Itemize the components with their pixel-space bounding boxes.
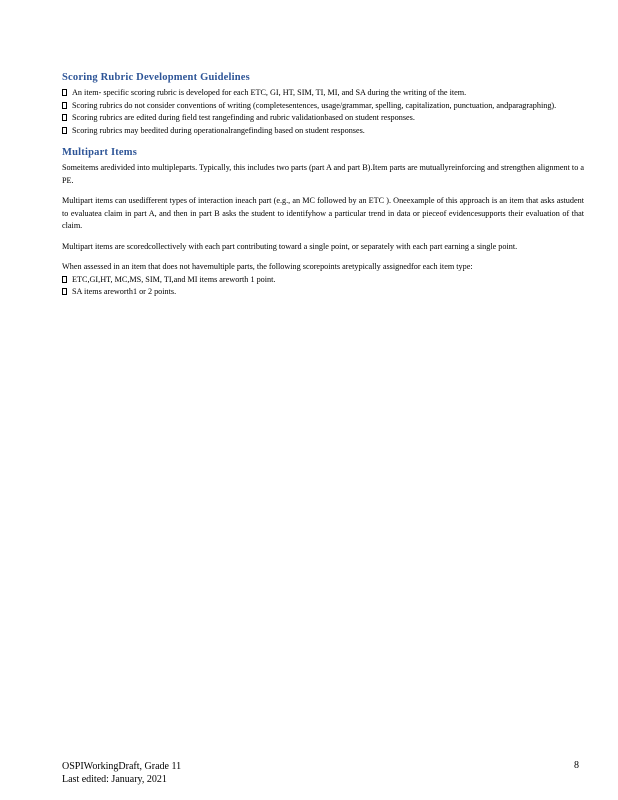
bullet-item <box>62 125 584 138</box>
paragraph: Multipart items are scoredcollectively with each part contributing toward a single point, or separately with each part earning a single point. <box>62 241 518 251</box>
page-footer <box>62 760 181 786</box>
bullet-text: ETC,GI,HT, MC,MS, SIM, TI,and MI items areworth 1 point. <box>72 274 276 284</box>
bullet-item <box>62 112 584 125</box>
multipart-items-body <box>62 162 584 299</box>
bullet-box-icon <box>62 276 67 283</box>
page-content <box>62 72 584 299</box>
paragraph: When assessed in an item that does not havemultiple parts, the following scorepoints aretypically assignedfor each item type: <box>62 262 473 271</box>
footer-document-title: OSPIWorkingDraft, Grade 11 <box>62 761 182 772</box>
bullet-box-icon <box>62 89 67 96</box>
paragraph: Someitems aredivided into multipleparts. Typically, this includes two parts (part A and part B).Item parts are mutuallyreinforcing and strengthen alignment to a PE. <box>62 163 584 185</box>
bullet-text: SA items areworth1 or 2 points. <box>72 287 177 296</box>
footer-last-edited: Last edited: January, 2021 <box>62 774 167 785</box>
bullet-text: An item- specific scoring rubric is developed for each ETC, GI, HT, SIM, TI, MI, and SA during the writing of the item. <box>72 88 467 97</box>
bullet-box-icon <box>62 127 67 134</box>
section-heading-scoring-rubric: Scoring Rubric Development Guidelines <box>62 72 250 83</box>
bullet-item <box>62 87 584 100</box>
bullet-item <box>62 100 584 113</box>
bullet-text: Scoring rubrics do not consider conventions of writing (completesentences, usage/grammar, spelling, capitalization, punctuation, andparagraphing). <box>72 100 557 110</box>
bullet-box-icon <box>62 288 67 295</box>
page-number: 8 <box>574 760 579 771</box>
bullet-item <box>62 274 584 287</box>
scoring-rubric-bullets <box>62 87 584 137</box>
bullet-item <box>62 286 584 299</box>
bullet-box-icon <box>62 114 67 121</box>
paragraph: Multipart items can usedifferent types of interaction ineach part (e.g., an MC followed by an ETC ). Oneexample of this approach is an item that asks astudent to evaluatea claim in part A, and then in part B asks the student to identifyhow a particular trend in data or pieceof evidencesupports their evaluation of that claim. <box>62 196 584 230</box>
bullet-box-icon <box>62 102 67 109</box>
section-heading-multipart-items: Multipart Items <box>62 147 138 158</box>
bullet-text: Scoring rubrics may beedited during operationalrangefinding based on student responses. <box>72 125 365 135</box>
bullet-text: Scoring rubrics are edited during field test rangefinding and rubric validationbased on student responses. <box>72 113 415 122</box>
